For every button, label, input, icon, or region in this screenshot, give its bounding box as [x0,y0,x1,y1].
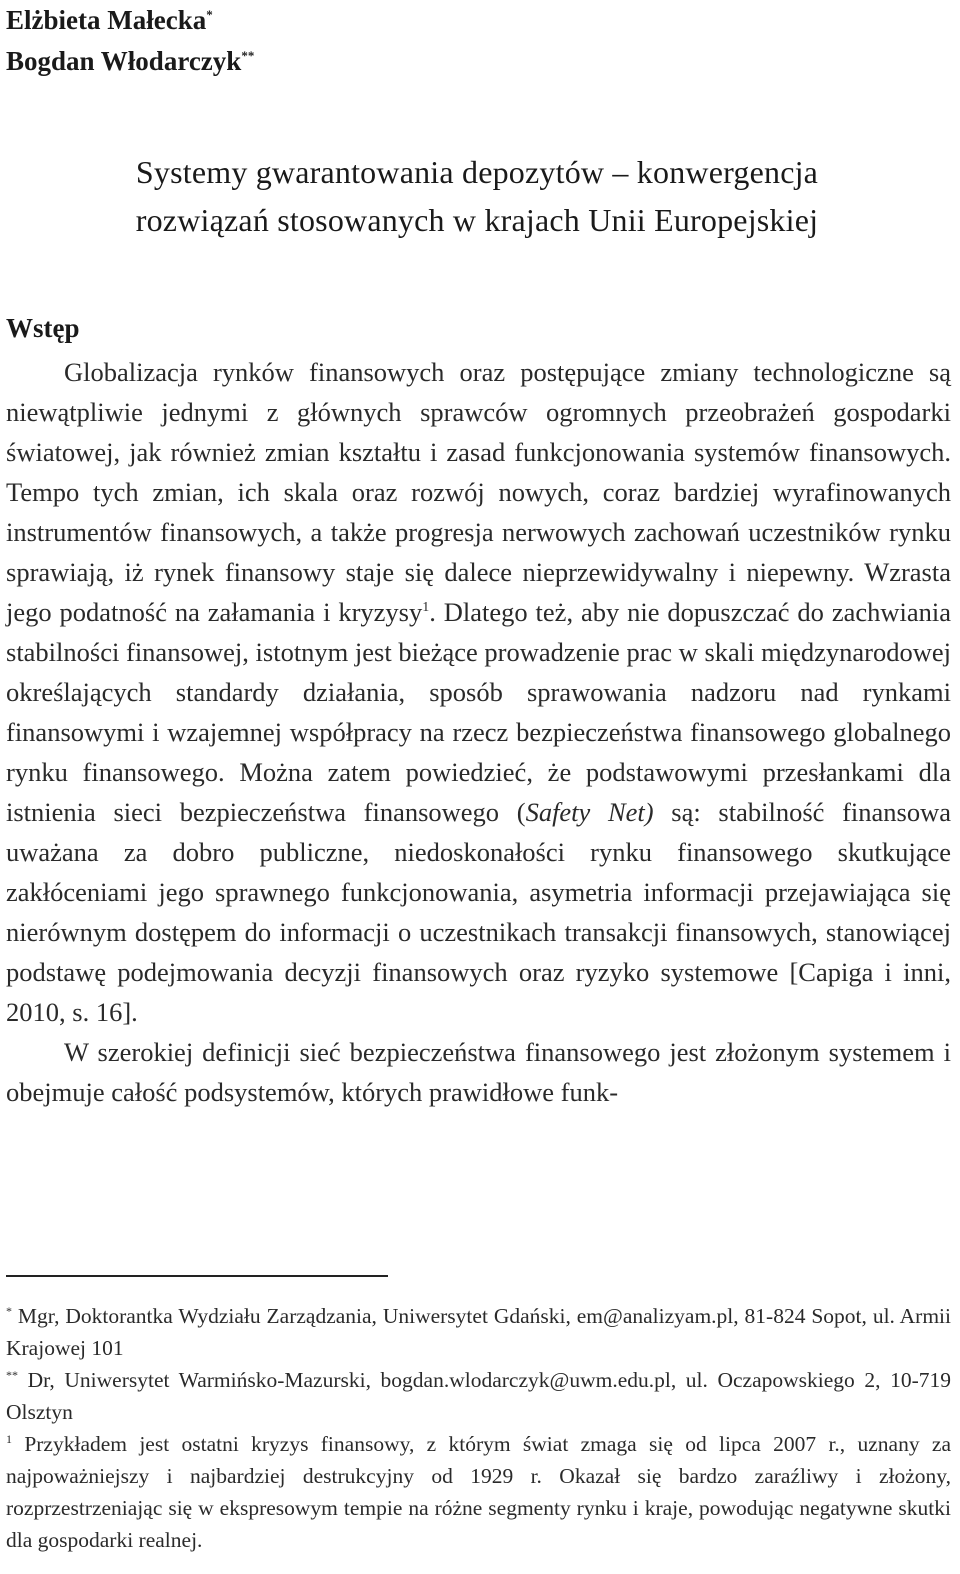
author-name: Elżbieta Małecka [6,5,207,35]
title-line-2: rozwiązań stosowanych w krajach Unii Europejskiej [135,202,819,238]
paragraph-1 [6,352,951,1032]
footnote-mark: 1 [6,1431,12,1446]
author-list [6,0,254,82]
footnote-divider [6,1275,388,1277]
author-footnote-mark[interactable]: * [206,7,213,22]
paper-title [0,148,954,244]
footnote-text: Przykładem jest ostatni kryzys finansowy, z którym świat zmaga się od lipca 2007 r., uznany za najpoważniejszy i najbardziej destrukcyjny od 1929 r. Okazał się bardzo zaraźliwy i złożony, rozprzestrzeniając się w ekspresowym tempie na różne segmenty rynku i kraje, powodując negatywne skutki dla gospodarki realnej. [6,1432,951,1552]
footnotes [6,1300,951,1556]
footnote-mark: * [6,1303,12,1318]
author-2 [6,41,254,82]
paragraph-1-part-c: są: stabilność finansowa uważana za dobro publiczne, niedoskonałości rynku finansowego skutkujące zakłóceniami jego sprawnego funkcjonowania, asymetria informacji przejawiająca się nierównym dostępem do informacji o uczestnikach transakcji finansowych, stanowiącej podstawę podejmowania decyzji finansowych oraz ryzyko systemowe [Capiga i inni, 2010, s. 16]. [6,797,951,1027]
section-heading: Wstęp [6,313,80,343]
footnote-text: Dr, Uniwersytet Warmińsko-Mazurski, bogdan.wlodarczyk@uwm.edu.pl, ul. Oczapowskiego 2, 10-719 Olsztyn [6,1368,951,1424]
paragraph-1-part-a: Globalizacja rynków finansowych oraz postępujące zmiany technologiczne są niewątpliwie jednymi z głównych sprawców ogromnych przeobrażeń gospodarki światowej, jak również zmian kształtu i zasad funkcjonowania systemów finansowych. Tempo tych zmian, ich skala oraz rozwój nowych, coraz bardziej wyrafinowanych instrumentów finansowych, a także progresja nerwowych zachowań uczestników rynku sprawiają, iż rynek finansowy staje się dalece nieprzewidywalny i niepewny. Wzrasta jego podatność na załamania i kryzysy [6,357,951,627]
footnote-1 [6,1428,951,1556]
footnote-ref-1[interactable]: 1 [422,600,430,616]
footnote-text: Mgr, Doktorantka Wydziału Zarządzania, Uniwersytet Gdański, em@analizyam.pl, 81-824 Sopot, ul. Armii Krajowej 101 [6,1304,951,1360]
author-footnote-mark[interactable]: ** [241,48,255,63]
footnote-author-1 [6,1300,951,1364]
paragraph-1-part-b: . Dlatego też, aby nie dopuszczać do zachwiania stabilności finansowej, istotnym jest bieżące prowadzenie prac w skali międzynarodowej określających standardy działania, sposób sprawowania nadzoru nad rynkami finansowymi i wzajemnej współpracy na rzecz bezpieczeństwa finansowego globalnego rynku finansowego. Można zatem powiedzieć, że podstawowymi przesłankami dla istnienia sieci bezpieczeństwa finansowego ( [6,597,951,827]
author-name: Bogdan Włodarczyk [6,46,242,76]
author-1 [6,0,254,41]
body-text [6,352,951,1112]
footnote-author-2 [6,1364,951,1428]
title-line-1: Systemy gwarantowania depozytów – konwergencja [135,154,819,190]
paragraph-2: W szerokiej definicji sieć bezpieczeństwa finansowego jest złożonym systemem i obejmuje całość podsystemów, których prawidłowe funk- [6,1037,951,1107]
italic-term: Safety Net) [525,797,654,827]
footnote-mark: ** [6,1367,18,1382]
